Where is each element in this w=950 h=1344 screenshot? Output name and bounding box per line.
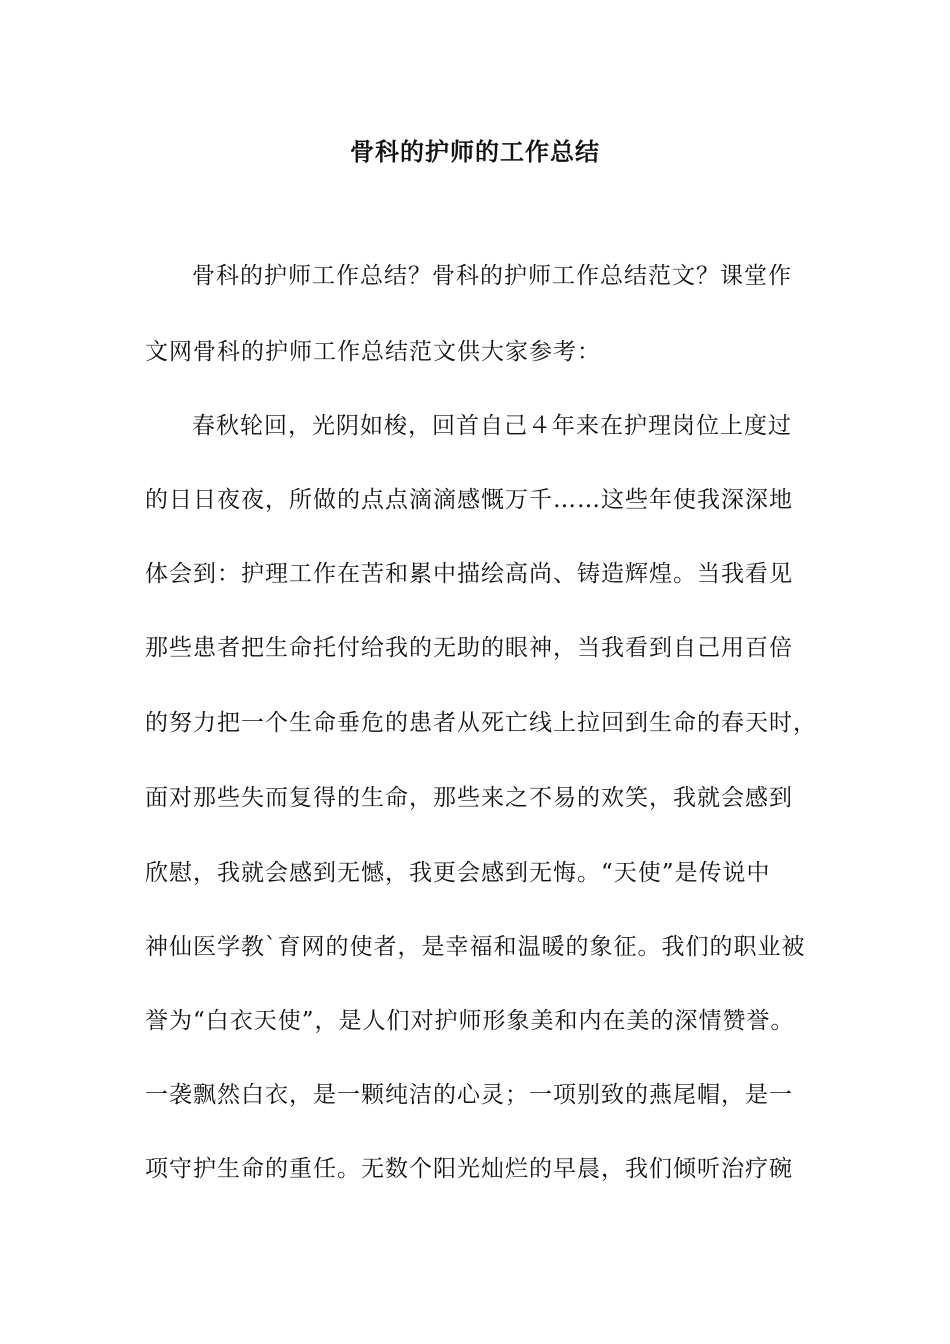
document-title: 骨科的护师的工作总结 (350, 138, 600, 166)
paragraph-2-line-10: 一袭飘然白衣，是一颗纯洁的心灵；一项别致的燕尾帽，是一 (145, 1082, 793, 1108)
paragraph-2-line-1: 春秋轮回，光阴如梭，回首自己４年来在护理岗位上度过 (192, 413, 792, 439)
paragraph-1-line-2: 文网骨科的护师工作总结范文供大家参考： (145, 339, 601, 365)
paragraph-2-line-9: 誉为“白衣天使”，是人们对护师形象美和内在美的深情赞誉。 (145, 1008, 795, 1034)
paragraph-2-line-6: 面对那些失而复得的生命，那些来之不易的欢笑，我就会感到 (145, 785, 793, 811)
paragraph-2-line-11: 项守护生命的重任。无数个阳光灿烂的早晨，我们倾听治疗碗 (145, 1156, 793, 1182)
paragraph-2-line-5: 的努力把一个生命垂危的患者从死亡线上拉回到生命的春天时， (145, 710, 817, 736)
paragraph-2-line-8: 神仙医学教`育网的使者，是幸福和温暖的象征。我们的职业被 (145, 934, 806, 960)
paragraph-2-line-7: 欣慰，我就会感到无憾，我更会感到无悔。“天使”是传说中 (145, 860, 771, 886)
paragraph-2-line-2: 的日日夜夜，所做的点点滴滴感慨万千……这些年使我深深地 (145, 487, 793, 513)
paragraph-2-line-3: 体会到：护理工作在苦和累中描绘高尚、铸造辉煌。当我看见 (145, 561, 793, 587)
paragraph-2-line-4: 那些患者把生命托付给我的无助的眼神，当我看到自己用百倍 (145, 635, 793, 661)
paragraph-1-line-1: 骨科的护师工作总结？骨科的护师工作总结范文？课堂作 (192, 263, 792, 289)
